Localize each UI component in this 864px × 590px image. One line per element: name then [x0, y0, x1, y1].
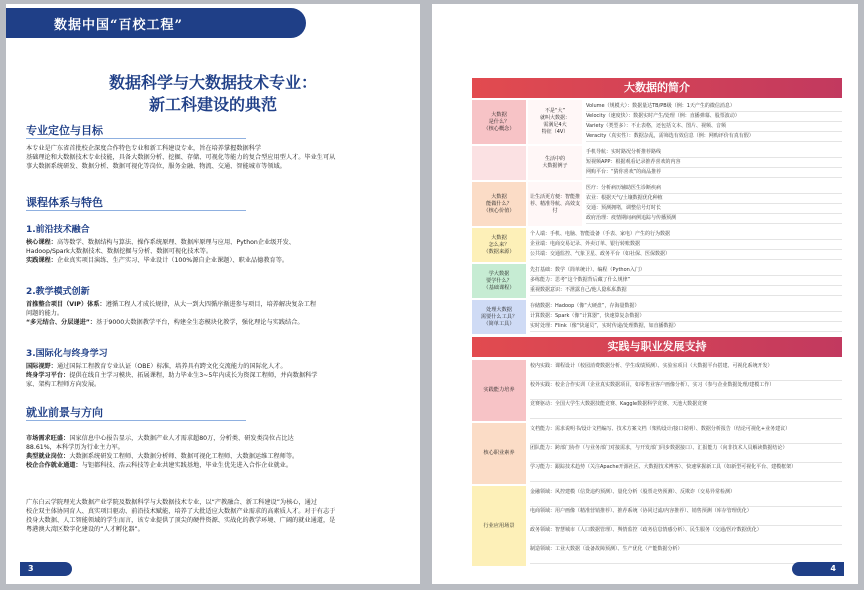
row-divider: [530, 259, 842, 260]
intl-label: 国际视野：: [26, 363, 57, 370]
section-heading-curriculum: 课程体系与特色: [26, 196, 103, 209]
page-number: 4: [792, 562, 844, 576]
row-subcategory: 让生活更方便：智能推荐、精准导航、高效支付: [528, 182, 582, 226]
section-heading-positioning: 专业定位与目标: [26, 124, 103, 137]
row-item: 实时处理：Flink（像“快递员”，实时传递/处理数据，如直播数据）: [530, 323, 679, 329]
subheading-teaching: 2.教学模式创新: [26, 287, 90, 297]
core-courses-line-2: Hadoop/Spark大数据技术、数据挖掘与分析、数据可视化技术等。: [26, 248, 213, 255]
row-category: 大数据 怎么来？ （数据来源）: [472, 228, 526, 262]
row-divider: [586, 177, 842, 178]
section-divider: [26, 210, 246, 211]
row-item: 手机导航：实时路况分析推荐路线: [586, 149, 662, 155]
table-row: [472, 300, 842, 334]
practice-text: 企业真实项目演练、生产实习、毕业设计（100%源自企业课题）、职业品德教育等。: [56, 257, 289, 264]
row-item: 企业端：电商交易记录、外卖订单、银行转账数据: [530, 241, 641, 247]
row-subcategory: 不是“大” 就叫大数据： 需满足4大 特征（4V）: [528, 100, 582, 144]
intro-line-1: 本专业是广东省首批校企深度合作特色专业和新工科建设专业，旨在培养掌握数据科学: [26, 145, 262, 152]
jobs-text: 大数据系统研发工程师、大数据分析师、数据可视化工程师、大数据运维工程师等。: [69, 453, 299, 460]
row-divider: [530, 331, 842, 332]
row-item: 农业：根据天气/土壤数据优化种植: [586, 195, 663, 201]
table-row: [472, 228, 842, 262]
table-row: [472, 100, 842, 144]
typical-jobs: [26, 452, 401, 461]
row-category: 大数据 能做什么？ （核心价值）: [472, 182, 526, 226]
table-row: [472, 360, 842, 421]
row-divider: [530, 481, 842, 482]
header-text: 数据中国“百校工程”: [54, 18, 183, 33]
row-item: 公共端：交通监控、气象卫星、政务平台（如社保、医保数据）: [530, 251, 671, 257]
intro-line-3: 事大数据系统研发、数据分析、数据可视化等岗位，服务金融、物流、交通、智能城市等领域。: [26, 163, 286, 170]
lifelong-platform: [26, 371, 401, 380]
market-line-2: 88.61%，本科学历为行业主力军。: [26, 444, 124, 451]
corp-label: 校企合作就业通道：: [26, 462, 82, 469]
row-item: 计算数据：Spark（像“计算器”，快速算复杂数据）: [530, 313, 645, 319]
jobs-label: 典型就业岗位：: [26, 453, 70, 460]
intl-text: 通过国际工程教育专业认证（OBE）标准，培养具有跨文化交流能力的国际化人才。: [56, 363, 287, 370]
table-row: [472, 146, 842, 180]
closing-line-3: 投身大数据、人工智能领域的学生而言，该专业提供了顶尖的硬件资源、实战化的教学环境、广阔的就业通道，是: [26, 517, 336, 524]
corp-text: 与钜都科技、浩云科技等企业共建实践基地，毕业生优先进入合作企业就业。: [81, 462, 293, 469]
market-text: 国家信息中心报告显示，大数据产业人才需求超80万，分析类、研发类岗位占比达: [69, 435, 294, 442]
row-category: 核心职业素养: [472, 423, 526, 484]
row-divider: [586, 223, 842, 224]
core-courses: [26, 238, 401, 247]
lifelong-text: 提供在线自主学习模块、拓展课程，助力毕业生3~5年内成长为资深工程师，并向数据科学: [69, 372, 318, 379]
row-subcategory: 生活中的 大数据例子: [528, 146, 582, 180]
multi-combination: [26, 318, 401, 327]
subheading-tech: 1.前沿技术融合: [26, 225, 90, 235]
row-item: Veracity（真实性）：数据杂乱，需筛选有效信息（例：网购评价有真有假）: [586, 133, 754, 139]
closing-line-2: 校企双主体协同育人、真实项目驱动、前沿技术赋能，培养了大批适应大数据产业需求的高素质人才。对于有志于: [26, 508, 336, 515]
row-divider: [530, 295, 842, 296]
title-line-2: 新工科建设的典范: [148, 95, 277, 114]
multi-label: “多元结合、分层递进”：: [26, 319, 97, 326]
practice-label: 实践课程：: [26, 257, 57, 264]
core-courses-label: 核心课程：: [26, 239, 57, 246]
row-item: Variety（类型多）：不止表格，还包括文本、图片、视频、音频: [586, 123, 727, 129]
section-heading-employment: 就业前景与方向: [26, 406, 103, 419]
closing-line-4: 粤港澳大湾区数字化建设的“人才孵化器”。: [26, 526, 144, 533]
row-item: 短视频APP：根据观看记录推荐喜欢的内容: [586, 159, 681, 165]
vip-system: [26, 300, 401, 309]
intl-vision: [26, 362, 401, 371]
row-category: 处理大数据 需要什么工具？ （简单工具）: [472, 300, 526, 334]
career-banner: 实践与职业发展支持: [472, 337, 842, 357]
core-courses-text: 高等数学、数据结构与算法、操作系统原理、数据库原理与应用、Python企业级开发、: [56, 239, 295, 246]
row-item: 个人端：手机、电脑、智能设备（手表、家电）产生的行为数据: [530, 231, 671, 237]
practice-courses: [26, 256, 401, 265]
table-row: [472, 486, 842, 566]
table-row: [472, 182, 842, 226]
right-page: [432, 4, 858, 584]
row-item: 电商领域：用户画像（精准营销推荐）、推荐系统（协同过滤/内容推荐）、销售预测（库存管理优化）: [530, 508, 752, 514]
row-item: Velocity（速度快）：数据实时产生/处理（例：直播弹幕、股票波动）: [586, 113, 740, 119]
row-item: 医疗：分析病历辅助医生诊断疾病: [586, 185, 662, 191]
row-item: 学习能力：跟踪技术趋势（关注Apache开源社区、大数据技术博客）、快速掌握新工具（如新型可视化平台、建模框架）: [530, 464, 797, 470]
vip-label: 首推整合项目（VIP）体系：: [26, 301, 106, 308]
row-item: Volume（规模大）：数据量达TB/PB级（例：1天产生的微信消息）: [586, 103, 735, 109]
row-item: 政务领域：智慧城市（人口数据管理）、舆情监控（政务信息情感分析）、民生服务（交通/医疗数据优化）: [530, 527, 762, 533]
row-category: 学大数据 要学什么？ （基础课程）: [472, 264, 526, 298]
vip-line-2: 问题的能力。: [26, 310, 64, 317]
market-label: 市场需求旺盛：: [26, 435, 70, 442]
row-category: 实践能力培养: [472, 360, 526, 421]
title-line-1: 数据科学与大数据技术专业：: [108, 73, 317, 92]
row-item: 网购平台：“猜你喜欢”的商品推荐: [586, 169, 662, 175]
lifelong-label: 终身学习平台：: [26, 372, 70, 379]
row-item: 制造领域：工业大数据（设备故障预测）、生产优化（产能数据分析）: [530, 546, 683, 552]
row-item: 文档能力：需求说明书/设计文档编写、技术方案文档（架构设计/接口说明）、数据分析报告（结论可视化+业务建议）: [530, 426, 791, 432]
row-item: 多练能力：思考“这个数据背后藏了什么规律”: [530, 277, 631, 283]
row-divider: [586, 141, 842, 142]
section-divider: [26, 420, 246, 421]
header-banner: [6, 8, 306, 38]
row-divider: [530, 418, 842, 419]
market-demand: [26, 434, 401, 443]
row-item: 交通：预测拥堵，调整信号灯时长: [586, 205, 662, 211]
row-category: 大数据 是什么？ （核心概念）: [472, 100, 526, 144]
page-number: 3: [20, 562, 72, 576]
row-item: 重视数据意识：不泄露自己/他人隐私私数据: [530, 287, 627, 293]
intro-line-2: 基础理论和大数据技术专业技能，具备大数据分析、挖掘、存储、可视化等能力的复合型应用型人才。毕业生可从: [26, 154, 336, 161]
table-row: [472, 264, 842, 298]
corp-channel: [26, 461, 401, 470]
intro-banner: 大数据的简介: [472, 78, 842, 98]
row-item: 团队能力：跨部门协作（与业务部门对接需求，与开发部门同步数据接口）、汇报能力（向非技术人员解读数据结论）: [530, 445, 788, 451]
row-item: 政府治理：疫情期间病例追踪与传播预测: [586, 215, 677, 221]
table-row: [472, 423, 842, 484]
subheading-international: 3.国际化与终身学习: [26, 349, 108, 359]
row-item: 存储数据：Hadoop（像“大硬盘”，存海量数据）: [530, 303, 640, 309]
row-item: 金融领域：风控建模（信贷违约预测）、量化分析（股票走势预测）、反欺诈（交易异常检测）: [530, 489, 736, 495]
row-item: 先打基础：数学（简单统计）、编程（Python入门）: [530, 267, 645, 273]
vip-text: 遵循工程人才成长规律，从大一到大四循序渐进参与项目，培养解决复杂工程: [105, 301, 317, 308]
row-item: 校外实践：校企合作实训（企业真实数据项目，如零售业客户画像分析）、实习（参与企业数据处理/建模工作）: [530, 382, 775, 388]
left-page: [6, 4, 420, 584]
closing-line-1: 广东白云学院理光大数据产业学院及数据科学与大数据技术专业，以“产教融合、新工科建设”为核心，通过: [26, 499, 318, 506]
row-item: 校内实践：课程设计（校园消费数据分析、学生成绩预测）、实验室项目（大数据平台搭建、可视化系统开发）: [530, 363, 773, 369]
row-item: 竞赛驱动：全国大学生大数据技能竞赛、Kaggle数据科学竞赛、天池大数据竞赛: [530, 401, 708, 407]
row-category: [472, 146, 526, 180]
lifelong-line-2: 家、架构工程师方向发展。: [26, 381, 101, 388]
row-category: 行业应用场景: [472, 486, 526, 566]
multi-text: 基于9000大数据教学平台，构建全生态模块化教学，强化理论与实践结合。: [96, 319, 304, 326]
section-divider: [26, 138, 246, 139]
